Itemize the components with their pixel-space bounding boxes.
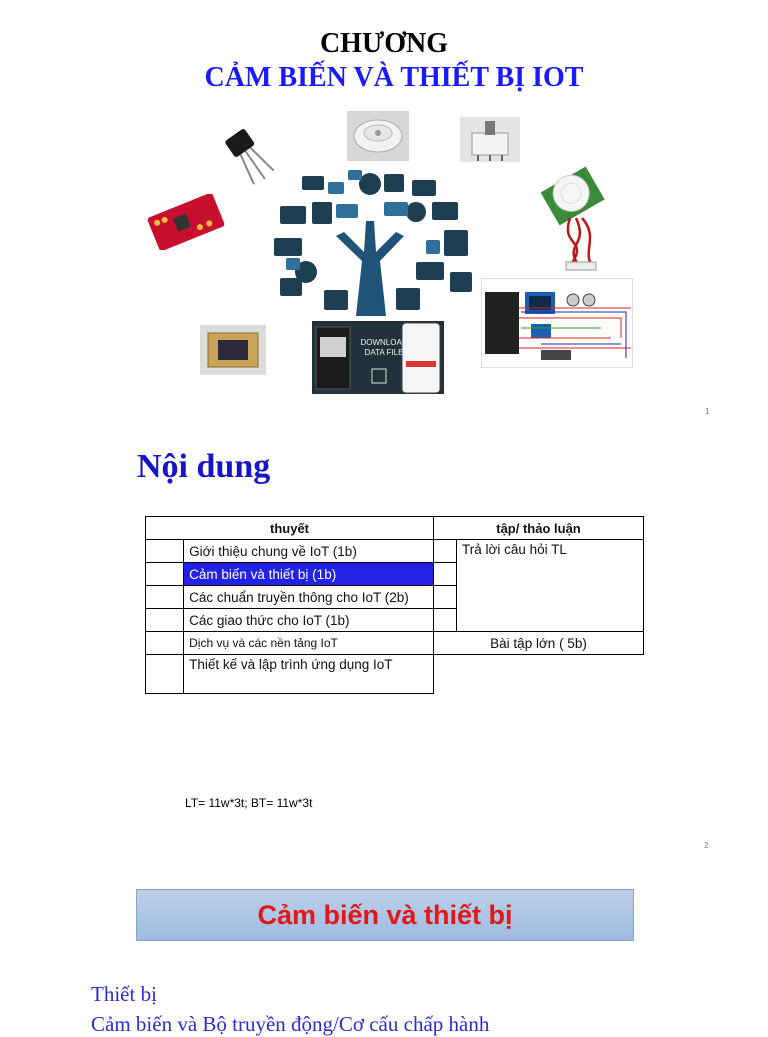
section-banner — [136, 889, 634, 941]
practice-cell-2: Bài tập lớn ( 5b) — [434, 632, 644, 655]
workload-note: LT= 11w*3t; BT= 11w*3t — [185, 796, 313, 810]
table-cell: Các giao thức cho IoT (1b) — [184, 609, 434, 632]
iot-tree-illustration — [266, 166, 476, 320]
table-cell: Thiết kế và lập trình ứng dụng IoT — [184, 655, 434, 694]
pressure-sensor-image — [460, 117, 520, 162]
circuit-diagram-image — [481, 278, 633, 368]
pir-sensor-image — [530, 158, 620, 278]
contents-heading: Nội dung — [137, 448, 271, 485]
sensor-board-image — [145, 194, 227, 250]
download-label-2: DATA FILE — [364, 348, 404, 357]
practice-cell-1: Trả lời câu hỏi TL — [457, 540, 644, 632]
download-data-file-image — [312, 321, 444, 394]
page-number: 1 — [705, 407, 710, 416]
table-row — [146, 655, 644, 694]
table-row — [146, 540, 644, 563]
section-banner-title: Cảm biến và thiết bị — [257, 900, 513, 930]
table-cell: Dịch vụ và các nền tảng IoT — [184, 632, 434, 655]
page-number: 2 — [704, 841, 709, 850]
bullet-line: Cảm biến và Bộ truyền động/Cơ cấu chấp hành — [91, 1012, 490, 1036]
table-row — [146, 632, 644, 655]
image-sensor-chip-image — [200, 325, 266, 375]
chapter-subtitle: CẢM BIẾN VÀ THIẾT BỊ IOT — [204, 62, 584, 93]
chapter-title: CHƯƠNG — [319, 28, 449, 59]
bullet-line: Thiết bị — [91, 982, 157, 1006]
table-cell: Các chuẩn truyền thông cho IoT (2b) — [184, 586, 434, 609]
table-cell: Giới thiệu chung về IoT (1b) — [184, 540, 434, 563]
contents-table — [145, 516, 644, 694]
table-header-row — [146, 517, 644, 540]
download-label-1: DOWNLOAD — [360, 338, 408, 347]
table-cell-highlighted: Cảm biến và thiết bị (1b) — [184, 563, 434, 586]
header-practice: tập/ thảo luận — [434, 517, 644, 540]
smoke-detector-image — [347, 111, 409, 161]
header-theory: thuyết — [146, 517, 434, 540]
